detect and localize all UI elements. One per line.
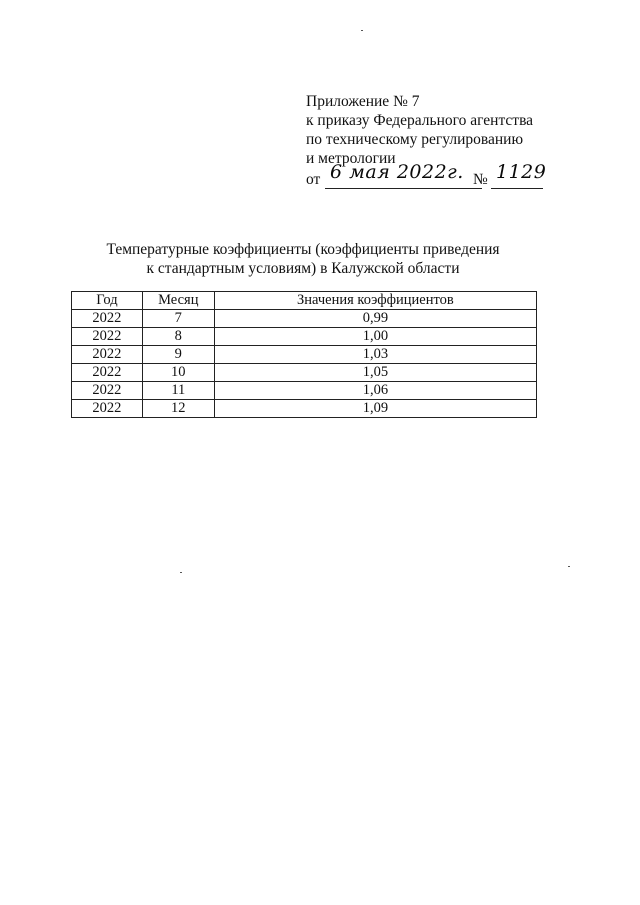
header-year: Год bbox=[72, 292, 143, 310]
appendix-block bbox=[306, 92, 546, 192]
cell-coefficient: 1,05 bbox=[214, 364, 536, 382]
title-line-2: к стандартным условиям) в Калужской области bbox=[146, 260, 460, 277]
cell-month: 11 bbox=[142, 382, 214, 400]
scan-speck bbox=[180, 572, 182, 573]
table-row bbox=[72, 364, 537, 382]
cell-coefficient: 1,09 bbox=[214, 400, 536, 418]
cell-year: 2022 bbox=[72, 364, 143, 382]
cell-month: 8 bbox=[142, 328, 214, 346]
appendix-agency-line: по техническому регулированию bbox=[306, 131, 524, 148]
cell-year: 2022 bbox=[72, 382, 143, 400]
table-row bbox=[72, 328, 537, 346]
cell-year: 2022 bbox=[72, 328, 143, 346]
number-underline bbox=[491, 188, 543, 189]
cell-coefficient: 1,06 bbox=[214, 382, 536, 400]
table-row bbox=[72, 310, 537, 328]
order-date-line bbox=[306, 161, 547, 192]
coefficients-table bbox=[71, 291, 537, 418]
table-row bbox=[72, 400, 537, 418]
cell-year: 2022 bbox=[72, 346, 143, 364]
document-title bbox=[70, 240, 536, 278]
header-month: Месяц bbox=[142, 292, 214, 310]
cell-month: 9 bbox=[142, 346, 214, 364]
scan-speck bbox=[361, 30, 363, 31]
cell-month: 10 bbox=[142, 364, 214, 382]
cell-coefficient: 1,03 bbox=[214, 346, 536, 364]
cell-month: 7 bbox=[142, 310, 214, 328]
cell-coefficient: 0,99 bbox=[214, 310, 536, 328]
cell-year: 2022 bbox=[72, 310, 143, 328]
appendix-number: Приложение № 7 bbox=[306, 93, 420, 110]
date-underline bbox=[325, 188, 482, 189]
table-row bbox=[72, 382, 537, 400]
handwritten-number: 1129 bbox=[496, 161, 547, 183]
table-header-row bbox=[72, 292, 537, 310]
header-coefficient: Значения коэффициентов bbox=[214, 292, 536, 310]
date-prefix: от bbox=[306, 171, 321, 188]
table-row bbox=[72, 346, 537, 364]
number-prefix: № bbox=[473, 171, 488, 188]
cell-year: 2022 bbox=[72, 400, 143, 418]
title-line-1: Температурные коэффициенты (коэффициенты приведения bbox=[106, 241, 500, 258]
scan-speck bbox=[568, 566, 570, 567]
appendix-order-ref: к приказу Федерального агентства bbox=[306, 112, 534, 129]
cell-month: 12 bbox=[142, 400, 214, 418]
appendix-agency-line-2: и метрологии bbox=[306, 150, 396, 167]
cell-coefficient: 1,00 bbox=[214, 328, 536, 346]
handwritten-date: 6 мая 2022г. bbox=[330, 161, 464, 183]
